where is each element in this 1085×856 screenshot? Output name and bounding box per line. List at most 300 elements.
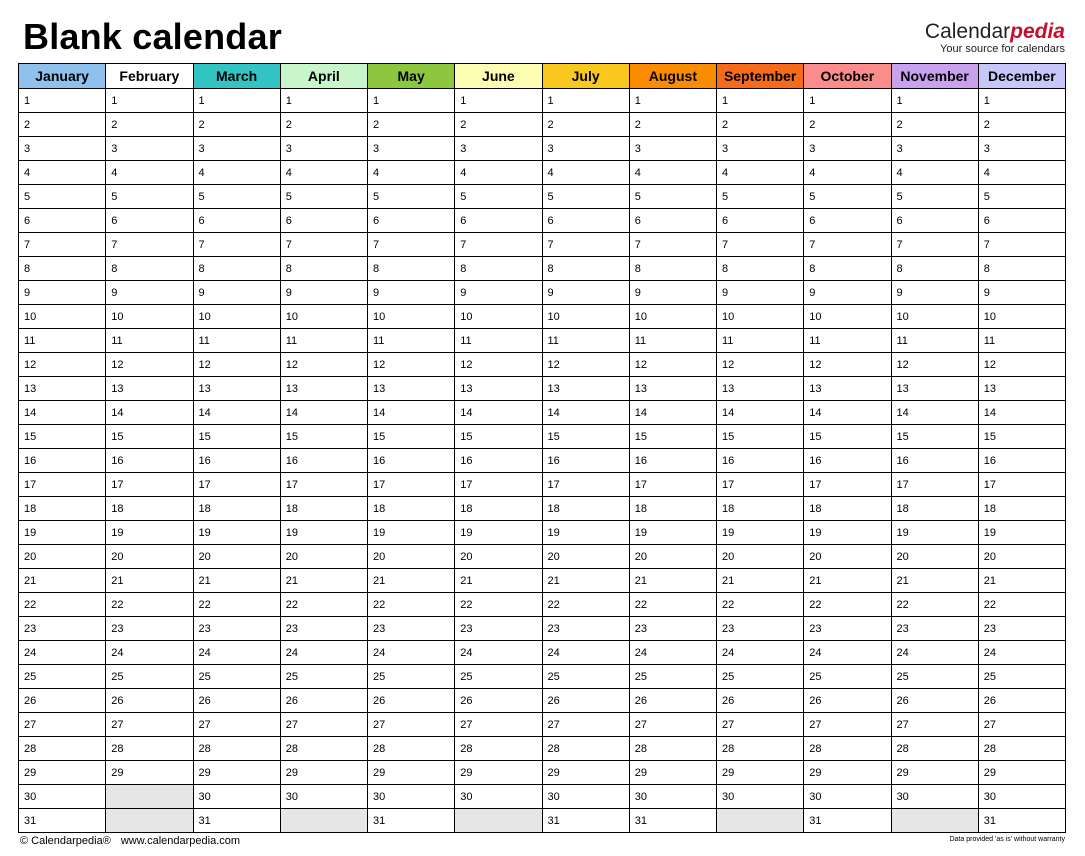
- day-cell[interactable]: 7: [19, 233, 106, 257]
- day-cell[interactable]: 14: [804, 401, 891, 425]
- day-cell[interactable]: 3: [978, 137, 1065, 161]
- empty-day-cell[interactable]: [106, 785, 193, 809]
- day-cell[interactable]: 26: [978, 689, 1065, 713]
- day-cell[interactable]: 9: [717, 281, 804, 305]
- day-cell[interactable]: 2: [455, 113, 542, 137]
- day-cell[interactable]: 10: [891, 305, 978, 329]
- day-cell[interactable]: 13: [804, 377, 891, 401]
- day-cell[interactable]: 4: [368, 161, 455, 185]
- day-cell[interactable]: 18: [542, 497, 629, 521]
- day-cell[interactable]: 24: [542, 641, 629, 665]
- day-cell[interactable]: 6: [629, 209, 716, 233]
- day-cell[interactable]: 1: [455, 89, 542, 113]
- day-cell[interactable]: 17: [455, 473, 542, 497]
- day-cell[interactable]: 20: [280, 545, 367, 569]
- day-cell[interactable]: 20: [106, 545, 193, 569]
- day-cell[interactable]: 31: [804, 809, 891, 833]
- day-cell[interactable]: 12: [629, 353, 716, 377]
- day-cell[interactable]: 26: [542, 689, 629, 713]
- day-cell[interactable]: 11: [804, 329, 891, 353]
- day-cell[interactable]: 28: [280, 737, 367, 761]
- day-cell[interactable]: 25: [19, 665, 106, 689]
- day-cell[interactable]: 27: [542, 713, 629, 737]
- day-cell[interactable]: 29: [629, 761, 716, 785]
- day-cell[interactable]: 24: [193, 641, 280, 665]
- day-cell[interactable]: 22: [891, 593, 978, 617]
- day-cell[interactable]: 21: [978, 569, 1065, 593]
- day-cell[interactable]: 26: [106, 689, 193, 713]
- day-cell[interactable]: 13: [368, 377, 455, 401]
- day-cell[interactable]: 30: [629, 785, 716, 809]
- day-cell[interactable]: 18: [717, 497, 804, 521]
- day-cell[interactable]: 22: [19, 593, 106, 617]
- day-cell[interactable]: 26: [804, 689, 891, 713]
- day-cell[interactable]: 17: [193, 473, 280, 497]
- day-cell[interactable]: 8: [804, 257, 891, 281]
- day-cell[interactable]: 14: [19, 401, 106, 425]
- day-cell[interactable]: 7: [978, 233, 1065, 257]
- day-cell[interactable]: 19: [193, 521, 280, 545]
- day-cell[interactable]: 31: [19, 809, 106, 833]
- day-cell[interactable]: 12: [717, 353, 804, 377]
- day-cell[interactable]: 16: [804, 449, 891, 473]
- day-cell[interactable]: 9: [368, 281, 455, 305]
- day-cell[interactable]: 27: [891, 713, 978, 737]
- day-cell[interactable]: 11: [629, 329, 716, 353]
- day-cell[interactable]: 25: [455, 665, 542, 689]
- day-cell[interactable]: 20: [19, 545, 106, 569]
- day-cell[interactable]: 30: [280, 785, 367, 809]
- day-cell[interactable]: 24: [804, 641, 891, 665]
- day-cell[interactable]: 12: [193, 353, 280, 377]
- day-cell[interactable]: 8: [193, 257, 280, 281]
- day-cell[interactable]: 19: [106, 521, 193, 545]
- day-cell[interactable]: 21: [455, 569, 542, 593]
- day-cell[interactable]: 30: [368, 785, 455, 809]
- day-cell[interactable]: 8: [455, 257, 542, 281]
- day-cell[interactable]: 14: [629, 401, 716, 425]
- day-cell[interactable]: 2: [978, 113, 1065, 137]
- day-cell[interactable]: 16: [106, 449, 193, 473]
- day-cell[interactable]: 13: [19, 377, 106, 401]
- day-cell[interactable]: 11: [193, 329, 280, 353]
- day-cell[interactable]: 31: [629, 809, 716, 833]
- empty-day-cell[interactable]: [891, 809, 978, 833]
- day-cell[interactable]: 13: [280, 377, 367, 401]
- day-cell[interactable]: 23: [542, 617, 629, 641]
- day-cell[interactable]: 8: [106, 257, 193, 281]
- day-cell[interactable]: 28: [891, 737, 978, 761]
- day-cell[interactable]: 22: [455, 593, 542, 617]
- day-cell[interactable]: 24: [455, 641, 542, 665]
- day-cell[interactable]: 16: [978, 449, 1065, 473]
- day-cell[interactable]: 29: [804, 761, 891, 785]
- day-cell[interactable]: 13: [542, 377, 629, 401]
- day-cell[interactable]: 11: [717, 329, 804, 353]
- day-cell[interactable]: 20: [455, 545, 542, 569]
- day-cell[interactable]: 1: [106, 89, 193, 113]
- day-cell[interactable]: 24: [629, 641, 716, 665]
- day-cell[interactable]: 19: [19, 521, 106, 545]
- day-cell[interactable]: 18: [106, 497, 193, 521]
- day-cell[interactable]: 1: [193, 89, 280, 113]
- day-cell[interactable]: 5: [455, 185, 542, 209]
- day-cell[interactable]: 30: [891, 785, 978, 809]
- day-cell[interactable]: 27: [280, 713, 367, 737]
- day-cell[interactable]: 20: [629, 545, 716, 569]
- day-cell[interactable]: 3: [280, 137, 367, 161]
- day-cell[interactable]: 27: [717, 713, 804, 737]
- day-cell[interactable]: 25: [368, 665, 455, 689]
- day-cell[interactable]: 25: [891, 665, 978, 689]
- day-cell[interactable]: 6: [19, 209, 106, 233]
- day-cell[interactable]: 16: [19, 449, 106, 473]
- day-cell[interactable]: 28: [978, 737, 1065, 761]
- day-cell[interactable]: 17: [804, 473, 891, 497]
- day-cell[interactable]: 3: [891, 137, 978, 161]
- day-cell[interactable]: 15: [19, 425, 106, 449]
- day-cell[interactable]: 23: [717, 617, 804, 641]
- day-cell[interactable]: 14: [891, 401, 978, 425]
- day-cell[interactable]: 9: [542, 281, 629, 305]
- day-cell[interactable]: 6: [368, 209, 455, 233]
- day-cell[interactable]: 1: [368, 89, 455, 113]
- day-cell[interactable]: 13: [106, 377, 193, 401]
- day-cell[interactable]: 12: [455, 353, 542, 377]
- day-cell[interactable]: 23: [804, 617, 891, 641]
- day-cell[interactable]: 27: [455, 713, 542, 737]
- day-cell[interactable]: 22: [542, 593, 629, 617]
- day-cell[interactable]: 20: [193, 545, 280, 569]
- day-cell[interactable]: 21: [804, 569, 891, 593]
- day-cell[interactable]: 24: [891, 641, 978, 665]
- day-cell[interactable]: 4: [19, 161, 106, 185]
- day-cell[interactable]: 10: [629, 305, 716, 329]
- day-cell[interactable]: 25: [629, 665, 716, 689]
- day-cell[interactable]: 8: [542, 257, 629, 281]
- day-cell[interactable]: 30: [717, 785, 804, 809]
- day-cell[interactable]: 9: [891, 281, 978, 305]
- day-cell[interactable]: 16: [542, 449, 629, 473]
- day-cell[interactable]: 15: [978, 425, 1065, 449]
- day-cell[interactable]: 10: [717, 305, 804, 329]
- day-cell[interactable]: 17: [368, 473, 455, 497]
- day-cell[interactable]: 9: [280, 281, 367, 305]
- day-cell[interactable]: 28: [542, 737, 629, 761]
- day-cell[interactable]: 18: [455, 497, 542, 521]
- day-cell[interactable]: 9: [978, 281, 1065, 305]
- day-cell[interactable]: 9: [455, 281, 542, 305]
- day-cell[interactable]: 14: [542, 401, 629, 425]
- empty-day-cell[interactable]: [280, 809, 367, 833]
- day-cell[interactable]: 29: [455, 761, 542, 785]
- day-cell[interactable]: 25: [106, 665, 193, 689]
- day-cell[interactable]: 12: [368, 353, 455, 377]
- day-cell[interactable]: 20: [891, 545, 978, 569]
- day-cell[interactable]: 11: [455, 329, 542, 353]
- day-cell[interactable]: 11: [891, 329, 978, 353]
- day-cell[interactable]: 3: [804, 137, 891, 161]
- day-cell[interactable]: 10: [280, 305, 367, 329]
- day-cell[interactable]: 17: [542, 473, 629, 497]
- day-cell[interactable]: 24: [368, 641, 455, 665]
- day-cell[interactable]: 30: [804, 785, 891, 809]
- day-cell[interactable]: 4: [106, 161, 193, 185]
- day-cell[interactable]: 27: [368, 713, 455, 737]
- day-cell[interactable]: 10: [193, 305, 280, 329]
- day-cell[interactable]: 26: [629, 689, 716, 713]
- day-cell[interactable]: 15: [106, 425, 193, 449]
- day-cell[interactable]: 4: [542, 161, 629, 185]
- day-cell[interactable]: 8: [629, 257, 716, 281]
- day-cell[interactable]: 25: [280, 665, 367, 689]
- day-cell[interactable]: 22: [280, 593, 367, 617]
- day-cell[interactable]: 3: [106, 137, 193, 161]
- day-cell[interactable]: 10: [455, 305, 542, 329]
- day-cell[interactable]: 6: [542, 209, 629, 233]
- day-cell[interactable]: 29: [193, 761, 280, 785]
- day-cell[interactable]: 28: [368, 737, 455, 761]
- day-cell[interactable]: 13: [717, 377, 804, 401]
- day-cell[interactable]: 21: [891, 569, 978, 593]
- day-cell[interactable]: 11: [106, 329, 193, 353]
- day-cell[interactable]: 27: [629, 713, 716, 737]
- day-cell[interactable]: 4: [455, 161, 542, 185]
- day-cell[interactable]: 6: [106, 209, 193, 233]
- day-cell[interactable]: 20: [978, 545, 1065, 569]
- day-cell[interactable]: 31: [368, 809, 455, 833]
- day-cell[interactable]: 19: [717, 521, 804, 545]
- day-cell[interactable]: 12: [978, 353, 1065, 377]
- day-cell[interactable]: 16: [280, 449, 367, 473]
- day-cell[interactable]: 22: [629, 593, 716, 617]
- day-cell[interactable]: 29: [19, 761, 106, 785]
- day-cell[interactable]: 9: [629, 281, 716, 305]
- day-cell[interactable]: 22: [804, 593, 891, 617]
- day-cell[interactable]: 8: [280, 257, 367, 281]
- day-cell[interactable]: 30: [455, 785, 542, 809]
- day-cell[interactable]: 30: [19, 785, 106, 809]
- day-cell[interactable]: 27: [193, 713, 280, 737]
- day-cell[interactable]: 22: [717, 593, 804, 617]
- day-cell[interactable]: 7: [629, 233, 716, 257]
- day-cell[interactable]: 2: [193, 113, 280, 137]
- day-cell[interactable]: 1: [629, 89, 716, 113]
- day-cell[interactable]: 4: [629, 161, 716, 185]
- day-cell[interactable]: 28: [193, 737, 280, 761]
- empty-day-cell[interactable]: [717, 809, 804, 833]
- day-cell[interactable]: 19: [629, 521, 716, 545]
- day-cell[interactable]: 7: [542, 233, 629, 257]
- day-cell[interactable]: 21: [106, 569, 193, 593]
- empty-day-cell[interactable]: [455, 809, 542, 833]
- day-cell[interactable]: 25: [978, 665, 1065, 689]
- day-cell[interactable]: 3: [193, 137, 280, 161]
- day-cell[interactable]: 30: [193, 785, 280, 809]
- day-cell[interactable]: 3: [368, 137, 455, 161]
- day-cell[interactable]: 29: [891, 761, 978, 785]
- day-cell[interactable]: 8: [978, 257, 1065, 281]
- day-cell[interactable]: 6: [804, 209, 891, 233]
- day-cell[interactable]: 23: [978, 617, 1065, 641]
- day-cell[interactable]: 11: [280, 329, 367, 353]
- day-cell[interactable]: 20: [717, 545, 804, 569]
- day-cell[interactable]: 29: [280, 761, 367, 785]
- day-cell[interactable]: 19: [455, 521, 542, 545]
- day-cell[interactable]: 18: [891, 497, 978, 521]
- day-cell[interactable]: 7: [368, 233, 455, 257]
- day-cell[interactable]: 13: [978, 377, 1065, 401]
- day-cell[interactable]: 19: [542, 521, 629, 545]
- day-cell[interactable]: 4: [891, 161, 978, 185]
- day-cell[interactable]: 4: [280, 161, 367, 185]
- day-cell[interactable]: 26: [717, 689, 804, 713]
- day-cell[interactable]: 15: [804, 425, 891, 449]
- day-cell[interactable]: 6: [193, 209, 280, 233]
- day-cell[interactable]: 26: [891, 689, 978, 713]
- day-cell[interactable]: 20: [804, 545, 891, 569]
- day-cell[interactable]: 5: [193, 185, 280, 209]
- day-cell[interactable]: 8: [19, 257, 106, 281]
- day-cell[interactable]: 5: [891, 185, 978, 209]
- day-cell[interactable]: 21: [280, 569, 367, 593]
- day-cell[interactable]: 14: [280, 401, 367, 425]
- day-cell[interactable]: 8: [891, 257, 978, 281]
- day-cell[interactable]: 26: [368, 689, 455, 713]
- day-cell[interactable]: 4: [717, 161, 804, 185]
- day-cell[interactable]: 3: [19, 137, 106, 161]
- day-cell[interactable]: 16: [193, 449, 280, 473]
- day-cell[interactable]: 11: [368, 329, 455, 353]
- day-cell[interactable]: 3: [629, 137, 716, 161]
- day-cell[interactable]: 19: [978, 521, 1065, 545]
- day-cell[interactable]: 31: [542, 809, 629, 833]
- day-cell[interactable]: 1: [19, 89, 106, 113]
- day-cell[interactable]: 17: [19, 473, 106, 497]
- day-cell[interactable]: 2: [542, 113, 629, 137]
- day-cell[interactable]: 15: [542, 425, 629, 449]
- day-cell[interactable]: 19: [280, 521, 367, 545]
- day-cell[interactable]: 17: [978, 473, 1065, 497]
- day-cell[interactable]: 28: [717, 737, 804, 761]
- day-cell[interactable]: 12: [280, 353, 367, 377]
- day-cell[interactable]: 24: [717, 641, 804, 665]
- day-cell[interactable]: 18: [193, 497, 280, 521]
- day-cell[interactable]: 21: [629, 569, 716, 593]
- day-cell[interactable]: 23: [455, 617, 542, 641]
- day-cell[interactable]: 27: [804, 713, 891, 737]
- day-cell[interactable]: 21: [717, 569, 804, 593]
- day-cell[interactable]: 5: [280, 185, 367, 209]
- day-cell[interactable]: 26: [19, 689, 106, 713]
- day-cell[interactable]: 9: [19, 281, 106, 305]
- day-cell[interactable]: 17: [280, 473, 367, 497]
- day-cell[interactable]: 1: [280, 89, 367, 113]
- day-cell[interactable]: 23: [106, 617, 193, 641]
- day-cell[interactable]: 13: [193, 377, 280, 401]
- day-cell[interactable]: 15: [629, 425, 716, 449]
- day-cell[interactable]: 3: [542, 137, 629, 161]
- day-cell[interactable]: 30: [978, 785, 1065, 809]
- day-cell[interactable]: 6: [280, 209, 367, 233]
- day-cell[interactable]: 19: [804, 521, 891, 545]
- day-cell[interactable]: 29: [106, 761, 193, 785]
- day-cell[interactable]: 23: [891, 617, 978, 641]
- day-cell[interactable]: 7: [193, 233, 280, 257]
- day-cell[interactable]: 5: [804, 185, 891, 209]
- day-cell[interactable]: 2: [891, 113, 978, 137]
- day-cell[interactable]: 27: [19, 713, 106, 737]
- day-cell[interactable]: 6: [455, 209, 542, 233]
- day-cell[interactable]: 9: [804, 281, 891, 305]
- day-cell[interactable]: 15: [368, 425, 455, 449]
- day-cell[interactable]: 7: [455, 233, 542, 257]
- day-cell[interactable]: 11: [978, 329, 1065, 353]
- day-cell[interactable]: 24: [978, 641, 1065, 665]
- day-cell[interactable]: 23: [193, 617, 280, 641]
- day-cell[interactable]: 13: [629, 377, 716, 401]
- day-cell[interactable]: 6: [717, 209, 804, 233]
- day-cell[interactable]: 2: [368, 113, 455, 137]
- day-cell[interactable]: 28: [106, 737, 193, 761]
- day-cell[interactable]: 10: [542, 305, 629, 329]
- day-cell[interactable]: 5: [629, 185, 716, 209]
- day-cell[interactable]: 15: [455, 425, 542, 449]
- day-cell[interactable]: 31: [978, 809, 1065, 833]
- day-cell[interactable]: 17: [629, 473, 716, 497]
- day-cell[interactable]: 1: [717, 89, 804, 113]
- day-cell[interactable]: 5: [368, 185, 455, 209]
- day-cell[interactable]: 24: [19, 641, 106, 665]
- day-cell[interactable]: 17: [891, 473, 978, 497]
- day-cell[interactable]: 22: [368, 593, 455, 617]
- day-cell[interactable]: 2: [717, 113, 804, 137]
- day-cell[interactable]: 5: [717, 185, 804, 209]
- day-cell[interactable]: 9: [106, 281, 193, 305]
- day-cell[interactable]: 10: [106, 305, 193, 329]
- day-cell[interactable]: 16: [368, 449, 455, 473]
- day-cell[interactable]: 17: [106, 473, 193, 497]
- day-cell[interactable]: 7: [717, 233, 804, 257]
- day-cell[interactable]: 24: [280, 641, 367, 665]
- day-cell[interactable]: 28: [629, 737, 716, 761]
- day-cell[interactable]: 22: [978, 593, 1065, 617]
- day-cell[interactable]: 16: [455, 449, 542, 473]
- day-cell[interactable]: 28: [455, 737, 542, 761]
- day-cell[interactable]: 11: [19, 329, 106, 353]
- day-cell[interactable]: 12: [804, 353, 891, 377]
- day-cell[interactable]: 7: [804, 233, 891, 257]
- day-cell[interactable]: 28: [19, 737, 106, 761]
- day-cell[interactable]: 7: [891, 233, 978, 257]
- day-cell[interactable]: 23: [19, 617, 106, 641]
- day-cell[interactable]: 1: [542, 89, 629, 113]
- day-cell[interactable]: 8: [368, 257, 455, 281]
- day-cell[interactable]: 24: [106, 641, 193, 665]
- day-cell[interactable]: 15: [280, 425, 367, 449]
- day-cell[interactable]: 10: [368, 305, 455, 329]
- day-cell[interactable]: 18: [280, 497, 367, 521]
- day-cell[interactable]: 18: [368, 497, 455, 521]
- day-cell[interactable]: 10: [804, 305, 891, 329]
- day-cell[interactable]: 3: [717, 137, 804, 161]
- day-cell[interactable]: 8: [717, 257, 804, 281]
- day-cell[interactable]: 2: [280, 113, 367, 137]
- day-cell[interactable]: 5: [978, 185, 1065, 209]
- day-cell[interactable]: 26: [455, 689, 542, 713]
- day-cell[interactable]: 2: [804, 113, 891, 137]
- day-cell[interactable]: 25: [717, 665, 804, 689]
